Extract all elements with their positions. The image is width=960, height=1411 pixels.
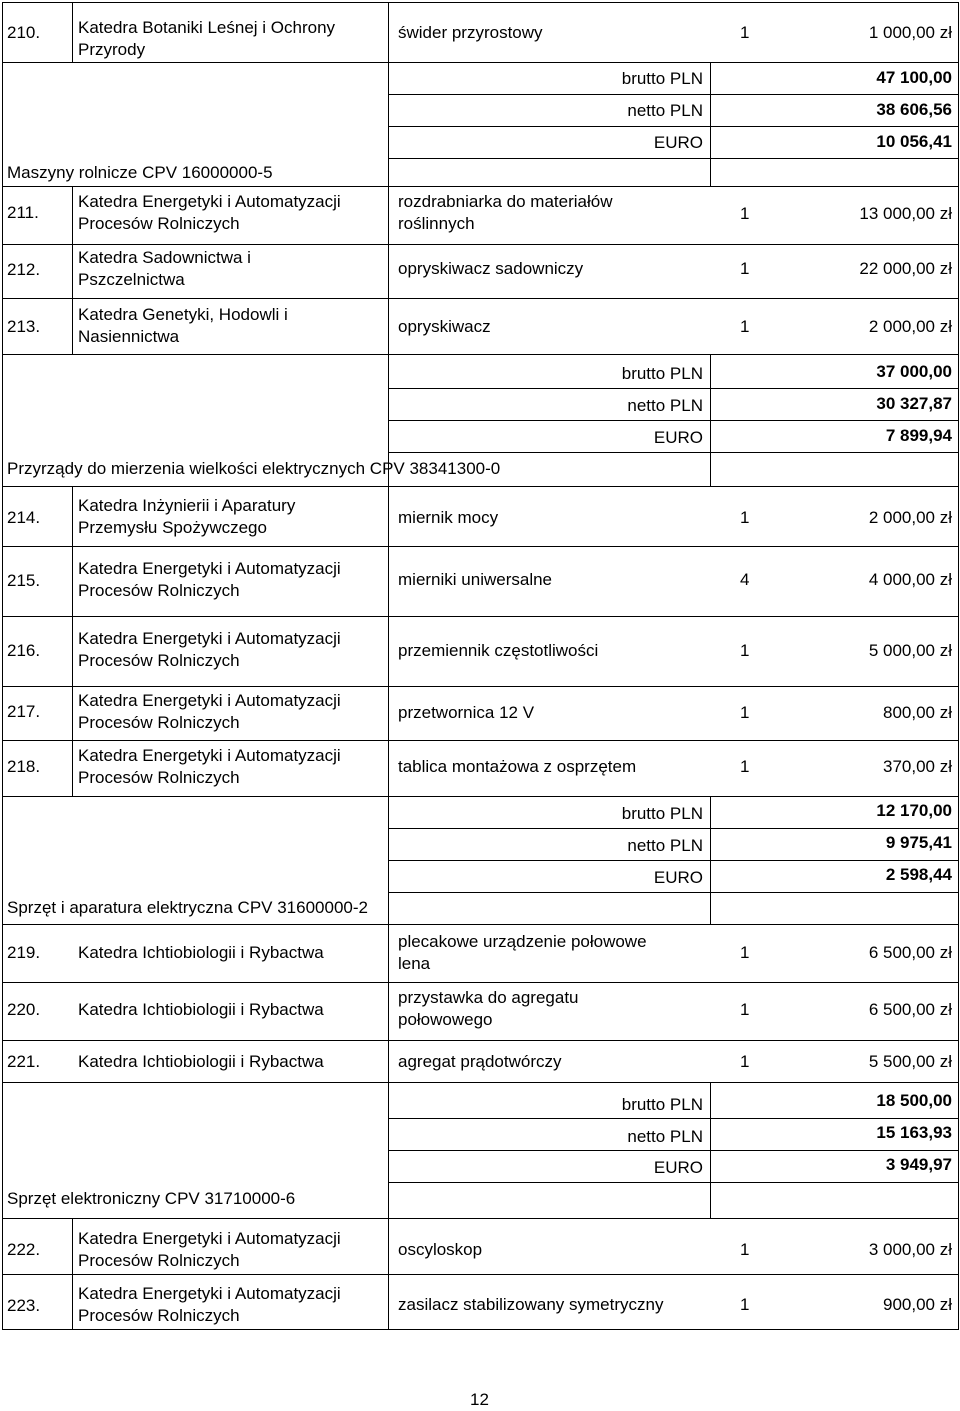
department-name: Katedra Ichtiobiologii i Rybactwa [78, 1052, 324, 1071]
department-name: Katedra Ichtiobiologii i Rybactwa [78, 1000, 324, 1019]
row-number: 212. [7, 260, 41, 279]
euro-value: 7 899,94 [885, 426, 952, 445]
item-price: 2 000,00 zł [868, 508, 952, 527]
item-price: 6 500,00 zł [868, 1000, 952, 1019]
department-name: Katedra Energetyki i Automatyzacji [78, 746, 341, 765]
brutto-value: 12 170,00 [876, 801, 952, 820]
item-name: świder przyrostowy [398, 23, 543, 42]
brutto-value: 18 500,00 [876, 1091, 952, 1110]
department-name: Katedra Energetyki i Automatyzacji [78, 192, 341, 211]
brutto-value: 37 000,00 [876, 362, 952, 381]
brutto-label: brutto PLN [621, 69, 703, 88]
netto-label: netto PLN [627, 1127, 703, 1146]
row-number: 215. [7, 571, 41, 590]
item-price: 4 000,00 zł [868, 570, 952, 589]
euro-label: EURO [653, 428, 703, 447]
department-name: Procesów Rolniczych [78, 713, 240, 732]
item-price: 3 000,00 zł [868, 1240, 952, 1259]
item-price: 2 000,00 zł [868, 317, 952, 336]
item-price: 5 000,00 zł [868, 641, 952, 660]
item-quantity: 1 [740, 23, 750, 42]
netto-value: 30 327,87 [876, 394, 952, 413]
item-quantity: 1 [740, 943, 750, 962]
item-name: oscyloskop [398, 1240, 483, 1259]
row-number: 213. [7, 317, 41, 336]
brutto-value: 47 100,00 [876, 68, 952, 87]
item-name: agregat prądotwórczy [398, 1052, 562, 1071]
row-number: 220. [7, 1000, 41, 1019]
euro-label: EURO [653, 133, 703, 152]
item-price: 370,00 zł [883, 757, 952, 776]
item-price: 5 500,00 zł [868, 1052, 952, 1071]
row-number: 219. [7, 943, 41, 962]
item-name: roślinnych [398, 214, 475, 233]
item-quantity: 1 [740, 317, 750, 336]
item-name: opryskiwacz [398, 317, 491, 336]
netto-value: 15 163,93 [876, 1123, 952, 1142]
item-quantity: 1 [740, 508, 750, 527]
item-quantity: 1 [740, 259, 750, 278]
department-name: Katedra Sadownictwa i [78, 248, 251, 267]
euro-label: EURO [653, 1158, 703, 1177]
item-name: miernik mocy [398, 508, 499, 527]
netto-label: netto PLN [627, 396, 703, 415]
department-name: Procesów Rolniczych [78, 651, 240, 670]
netto-value: 38 606,56 [876, 100, 952, 119]
department-name: Procesów Rolniczych [78, 581, 240, 600]
item-name: przetwornica 12 V [398, 703, 535, 722]
item-price: 13 000,00 zł [859, 204, 952, 223]
item-price: 900,00 zł [883, 1295, 952, 1314]
row-number: 216. [7, 641, 41, 660]
item-quantity: 1 [740, 1052, 750, 1071]
item-quantity: 1 [740, 641, 750, 660]
item-quantity: 1 [740, 703, 750, 722]
department-name: Katedra Botaniki Leśnej i Ochrony [78, 18, 336, 37]
section-heading: Maszyny rolnicze CPV 16000000-5 [7, 163, 273, 182]
brutto-label: brutto PLN [621, 804, 703, 823]
department-name: Katedra Inżynierii i Aparatury [78, 496, 296, 515]
row-number: 210. [7, 23, 41, 42]
item-quantity: 1 [740, 204, 750, 223]
item-price: 1 000,00 zł [868, 23, 952, 42]
item-quantity: 4 [740, 570, 750, 589]
item-name: opryskiwacz sadowniczy [398, 259, 584, 278]
netto-value: 9 975,41 [885, 833, 952, 852]
item-name: rozdrabniarka do materiałów [398, 192, 613, 211]
department-name: Pszczelnictwa [78, 270, 185, 289]
item-price: 22 000,00 zł [859, 259, 952, 278]
section-heading: Sprzęt elektroniczny CPV 31710000-6 [7, 1189, 296, 1208]
department-name: Procesów Rolniczych [78, 1306, 240, 1325]
euro-label: EURO [653, 868, 703, 887]
item-name: tablica montażowa z osprzętem [398, 757, 637, 776]
item-quantity: 1 [740, 1295, 750, 1314]
row-number: 221. [7, 1052, 41, 1071]
netto-label: netto PLN [627, 836, 703, 855]
section-heading: Sprzęt i aparatura elektryczna CPV 31600000-2 [7, 898, 368, 917]
section-heading: Przyrządy do mierzenia wielkości elektrycznych CPV 38341300-0 [7, 459, 501, 478]
item-name: plecakowe urządzenie połowowe [398, 932, 647, 951]
item-quantity: 1 [740, 1000, 750, 1019]
brutto-label: brutto PLN [621, 1095, 703, 1114]
row-number: 217. [7, 702, 41, 721]
row-number: 214. [7, 508, 41, 527]
department-name: Katedra Genetyki, Hodowli i [78, 305, 288, 324]
item-name: przemiennik częstotliwości [398, 641, 599, 660]
item-name: przystawka do agregatu [398, 988, 579, 1007]
department-name: Przyrody [78, 40, 146, 59]
item-name: mierniki uniwersalne [398, 570, 553, 589]
department-name: Katedra Energetyki i Automatyzacji [78, 559, 341, 578]
item-price: 6 500,00 zł [868, 943, 952, 962]
row-number: 211. [7, 203, 39, 222]
department-name: Procesów Rolniczych [78, 1251, 240, 1270]
department-name: Katedra Ichtiobiologii i Rybactwa [78, 943, 324, 962]
netto-label: netto PLN [627, 101, 703, 120]
row-number: 223. [7, 1296, 41, 1315]
item-quantity: 1 [740, 1240, 750, 1259]
euro-value: 10 056,41 [876, 132, 952, 151]
department-name: Katedra Energetyki i Automatyzacji [78, 1229, 341, 1248]
item-name: zasilacz stabilizowany symetryczny [398, 1295, 664, 1314]
department-name: Katedra Energetyki i Automatyzacji [78, 1284, 341, 1303]
page-number: 12 [470, 1390, 489, 1409]
row-number: 222. [7, 1240, 41, 1259]
department-name: Procesów Rolniczych [78, 214, 240, 233]
department-name: Nasiennictwa [78, 327, 180, 346]
euro-value: 3 949,97 [885, 1155, 952, 1174]
item-quantity: 1 [740, 757, 750, 776]
department-name: Katedra Energetyki i Automatyzacji [78, 629, 341, 648]
row-number: 218. [7, 757, 41, 776]
brutto-label: brutto PLN [621, 364, 703, 383]
department-name: Przemysłu Spożywczego [78, 518, 267, 537]
department-name: Katedra Energetyki i Automatyzacji [78, 691, 341, 710]
department-name: Procesów Rolniczych [78, 768, 240, 787]
item-name: połowowego [398, 1010, 493, 1029]
item-price: 800,00 zł [883, 703, 952, 722]
euro-value: 2 598,44 [885, 865, 952, 884]
item-name: lena [398, 954, 431, 973]
